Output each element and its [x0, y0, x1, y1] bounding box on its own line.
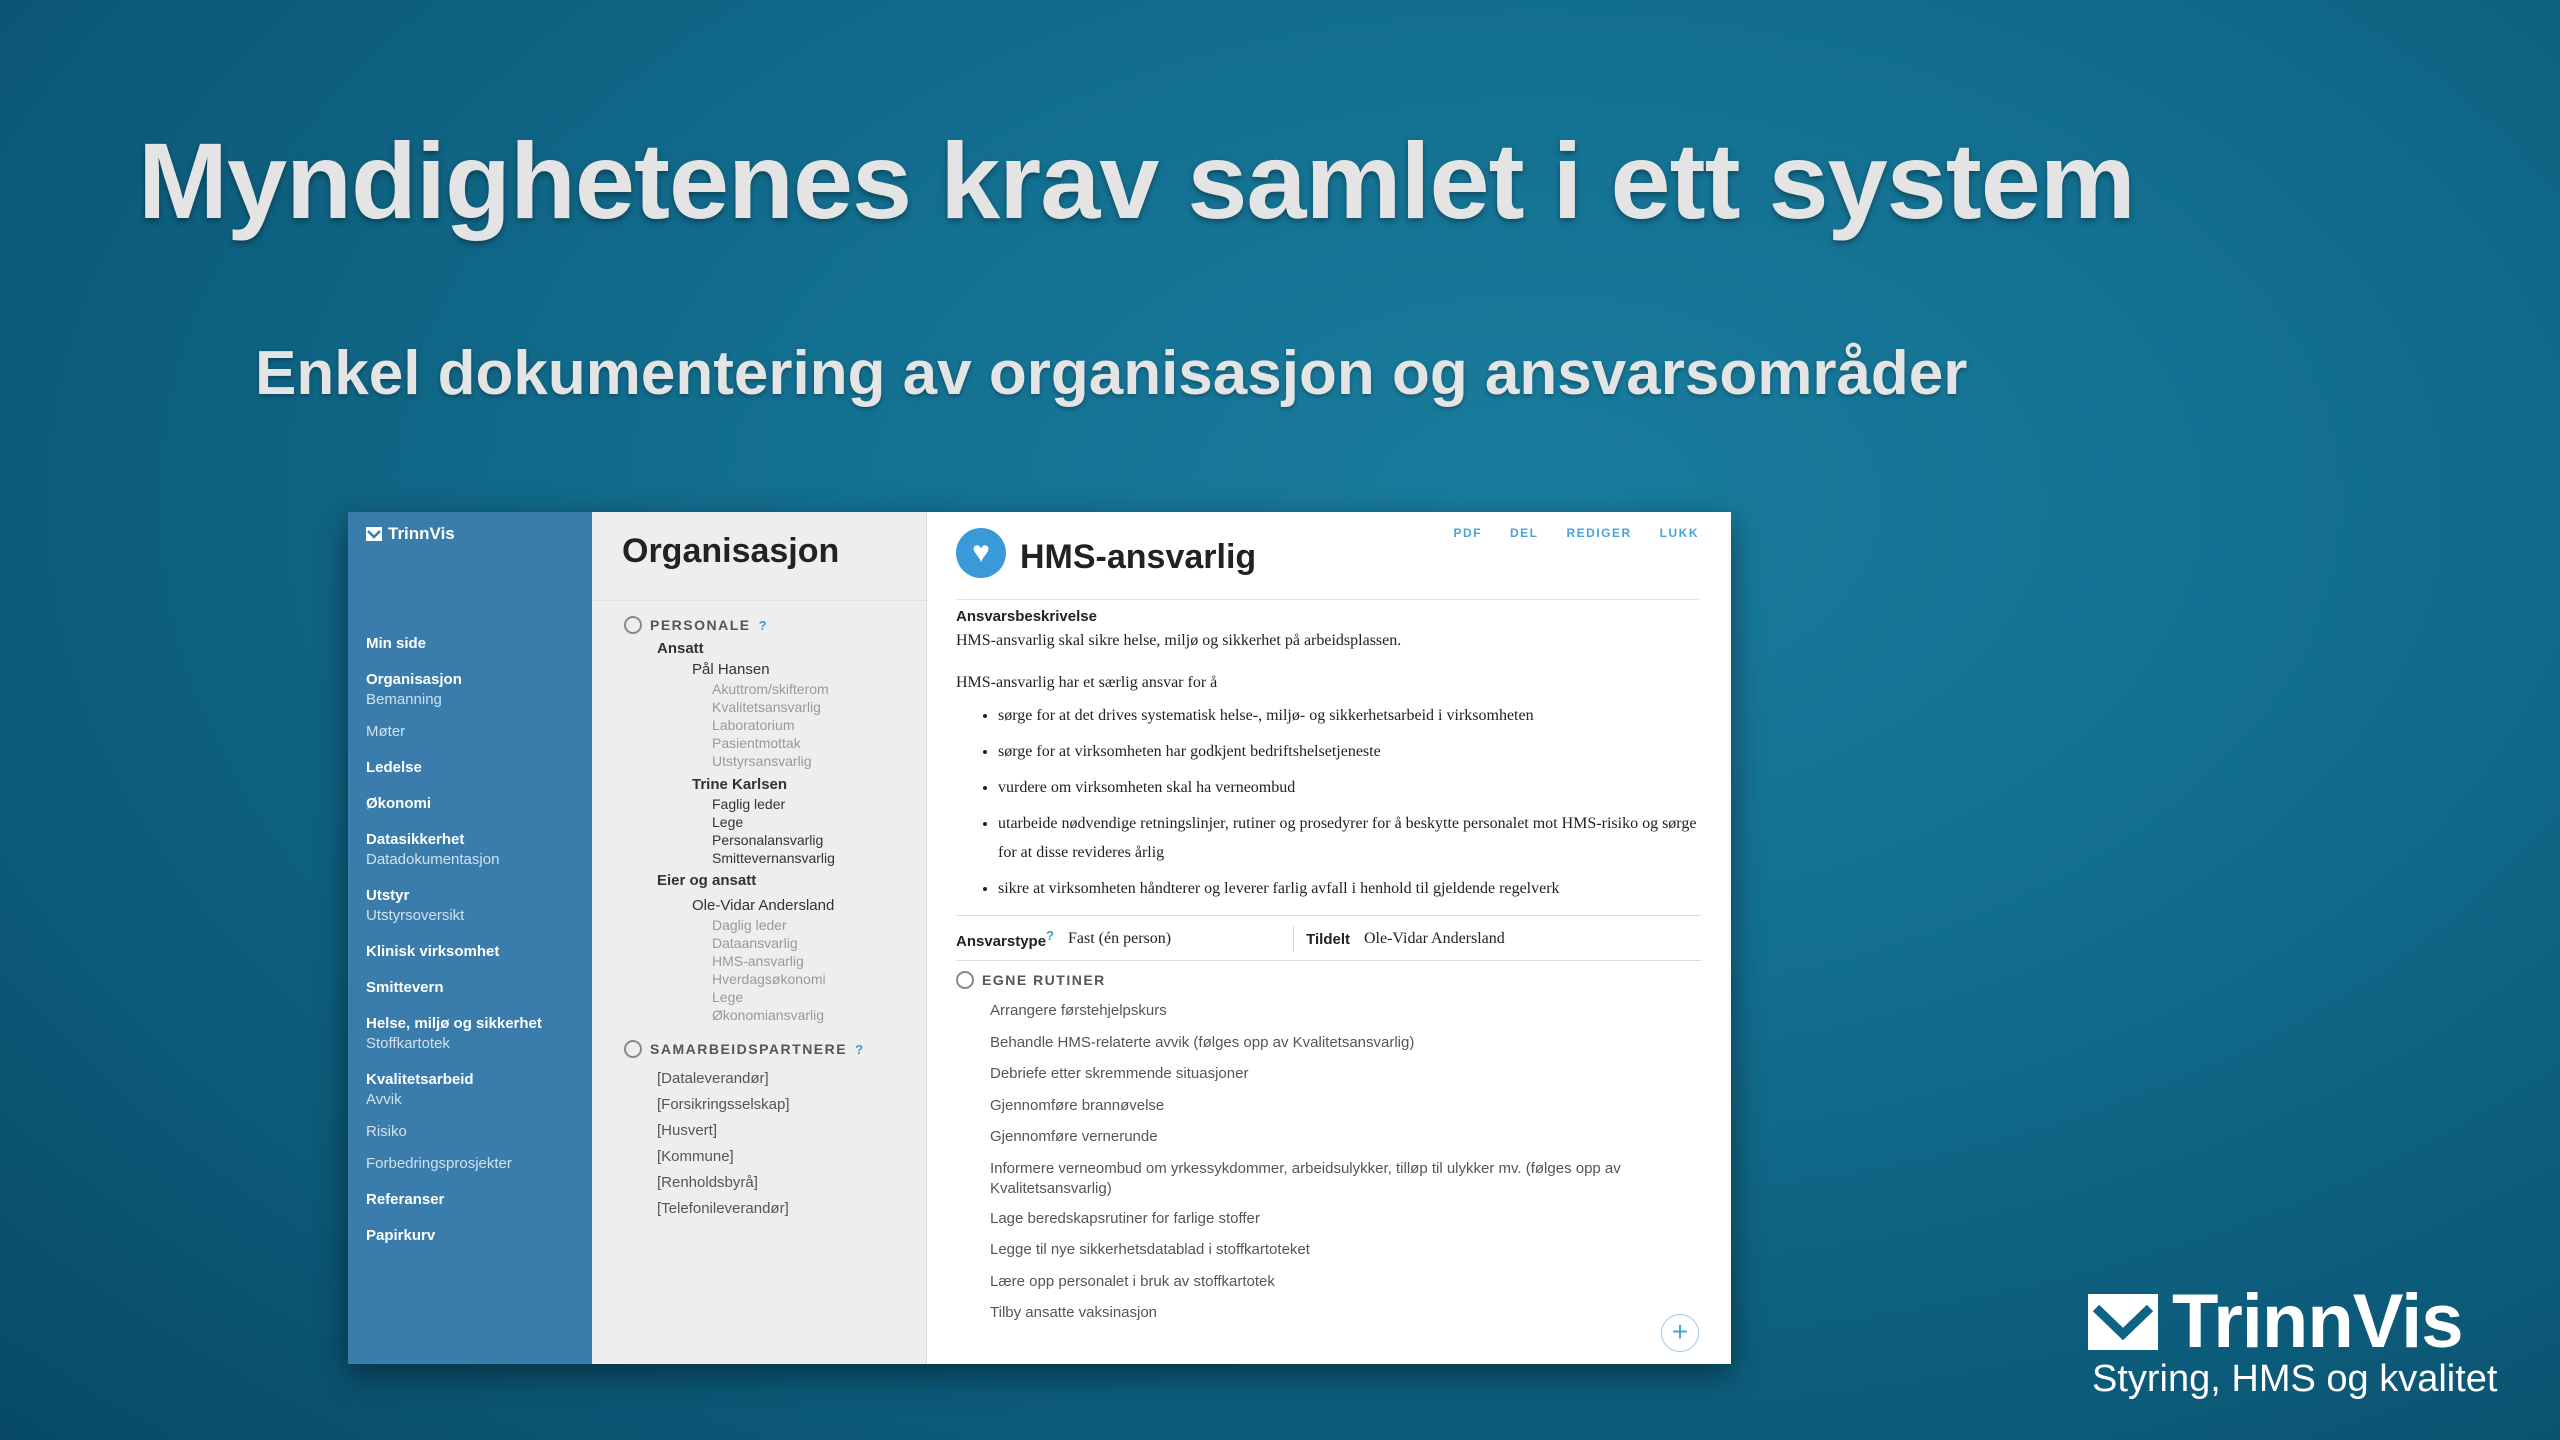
help-icon[interactable]: ? — [758, 617, 767, 633]
tree-item[interactable]: Pål Hansen — [692, 661, 770, 678]
tree-item[interactable]: Ansatt — [657, 640, 704, 657]
tree-item[interactable]: Pasientmottak — [712, 735, 801, 751]
add-button[interactable]: + — [1661, 1314, 1699, 1352]
tree-item[interactable]: Eier og ansatt — [657, 872, 757, 889]
slide-title: Myndighetenes krav samlet i ett system — [138, 120, 2135, 241]
tree-item[interactable]: Lege — [712, 814, 744, 830]
tree-item[interactable]: Smittevernansvarlig — [712, 850, 835, 866]
routine-item[interactable]: Legge til nye sikkerhetsdatablad i stoffkartoteket — [990, 1241, 1310, 1258]
sidebar-item[interactable]: Ledelse — [366, 759, 422, 776]
sidebar-item[interactable]: Møter — [366, 723, 406, 740]
sidebar-brand[interactable] — [366, 524, 455, 544]
partner-item[interactable]: [Telefonileverandør] — [657, 1200, 789, 1217]
detail-actions — [1453, 526, 1699, 540]
trinnvis-logo-icon — [366, 527, 382, 541]
partner-item[interactable]: [Husvert] — [657, 1122, 718, 1139]
sidebar-item[interactable]: Smittevern — [366, 979, 444, 996]
brand-name: TrinnVis — [388, 524, 455, 543]
routine-item[interactable]: Gjennomføre brannøvelse — [990, 1096, 1165, 1114]
footer-tagline: Styring, HMS og kvalitet — [2092, 1358, 2498, 1400]
tree-item[interactable]: Ole-Vidar Andersland — [692, 897, 835, 914]
footer-logo — [2088, 1278, 2462, 1365]
sidebar-item[interactable]: Avvik — [366, 1091, 402, 1108]
personale-header[interactable] — [592, 614, 926, 636]
type-value: Fast (én person) — [1068, 930, 1172, 947]
sidebar-item[interactable]: Stoffkartotek — [366, 1035, 450, 1052]
sidebar-item[interactable]: Min side — [366, 635, 427, 652]
sidebar-item[interactable]: Utstyr — [366, 887, 410, 904]
detail-panel — [926, 512, 1731, 1364]
trinnvis-logo-icon — [2088, 1294, 2158, 1350]
tree-item[interactable]: Økonomiansvarlig — [712, 1007, 825, 1023]
sidebar-item[interactable]: Datadokumentasjon — [366, 851, 500, 868]
sidebar-item[interactable]: Økonomi — [366, 795, 432, 812]
sidebar-item[interactable]: Datasikkerhet — [366, 831, 465, 848]
org-tree — [592, 614, 926, 1222]
help-icon[interactable]: ? — [855, 1041, 864, 1057]
tree-item[interactable]: Daglig leder — [712, 917, 787, 933]
partner-item[interactable]: [Renholdsbyrå] — [657, 1174, 758, 1191]
app-screenshot — [348, 512, 1731, 1364]
slide-subtitle: Enkel dokumentering av organisasjon og ansvarsområder — [255, 339, 1968, 408]
responsibility-item: • vurdere om virksomheten skal ha verneombud — [998, 773, 1701, 802]
responsibility-item: • sikre at virksomheten håndterer og leverer farlig avfall i henhold til gjeldende regelverk — [998, 874, 1701, 903]
responsibility-list — [956, 701, 1701, 903]
description-text: HMS-ansvarlig skal sikre helse, miljø og sikkerhet på arbeidsplassen. — [956, 632, 1402, 649]
tree-item[interactable]: Akuttrom/skifterom — [712, 681, 829, 697]
routines-label: EGNE RUTINER — [982, 972, 1106, 988]
routine-item[interactable]: Gjennomføre vernerunde — [990, 1128, 1158, 1145]
partner-item[interactable]: [Forsikringsselskap] — [657, 1096, 790, 1113]
tree-item[interactable]: Hverdagsøkonomi — [712, 971, 826, 987]
assigned-label: Tildelt — [1306, 930, 1350, 948]
routine-item[interactable]: Debriefe etter skremmende situasjoner — [990, 1065, 1249, 1082]
org-title: Organisasjon — [622, 532, 840, 570]
action-rediger[interactable]: REDIGER — [1566, 526, 1632, 540]
sidebar — [348, 512, 592, 1364]
sidebar-item[interactable]: Forbedringsprosjekter — [366, 1155, 512, 1172]
routine-item[interactable]: Lage beredskapsrutiner for farlige stoffer — [990, 1209, 1260, 1227]
routine-item[interactable]: Lære opp personalet i bruk av stoffkartotek — [990, 1272, 1275, 1290]
responsibility-item: • sørge for at det drives systematisk helse-, miljø- og sikkerhetsarbeid i virksomheten — [998, 701, 1701, 730]
action-del[interactable]: DEL — [1509, 526, 1539, 540]
sidebar-item[interactable]: Referanser — [366, 1191, 445, 1208]
partners-label: SAMARBEIDSPARTNERE — [650, 1041, 848, 1057]
sidebar-nav — [366, 636, 592, 1248]
tree-item[interactable]: Lege — [712, 989, 744, 1005]
detail-content — [956, 608, 1701, 1329]
sidebar-item[interactable]: Utstyrsoversikt — [366, 907, 465, 924]
routine-item[interactable]: Informere verneombud om yrkessykdommer, arbeidsulykker, tilløp til ulykker mv. (følges opp av Kvalitetsansvarlig) — [990, 1159, 1621, 1197]
responsibility-item: • sørge for at virksomheten har godkjent bedriftshelsetjeneste — [998, 737, 1701, 766]
heart-icon: ♥ — [956, 528, 1006, 578]
tree-item[interactable]: Kvalitetsansvarlig — [712, 699, 821, 715]
responsibility-item: • utarbeide nødvendige retningslinjer, rutiner og prosedyrer for å beskytte personalet mot HMS-risiko og sørge for at disse revideres årlig — [998, 809, 1701, 867]
sidebar-item[interactable]: Risiko — [366, 1123, 407, 1140]
routine-item[interactable]: Arrangere førstehjelpskurs — [990, 1002, 1167, 1019]
tree-item[interactable]: Personalansvarlig — [712, 832, 824, 848]
tree-item[interactable]: HMS-ansvarlig — [712, 953, 804, 969]
footer-logo-text: TrinnVis — [2172, 1279, 2463, 1364]
responsibility-fields — [956, 926, 1701, 952]
detail-title: HMS-ansvarlig — [1020, 538, 1257, 576]
routines-list — [956, 995, 1701, 1329]
sidebar-item[interactable]: Helse, miljø og sikkerhet — [366, 1015, 542, 1032]
description-label: Ansvarsbeskrivelse — [956, 608, 1097, 625]
routine-item[interactable]: Tilby ansatte vaksinasjon — [990, 1304, 1158, 1321]
field-divider — [1293, 926, 1294, 952]
type-label: Ansvarstype? — [956, 928, 1054, 950]
routine-item[interactable]: Behandle HMS-relaterte avvik (følges opp av Kvalitetsansvarlig) — [990, 1033, 1415, 1051]
sidebar-item[interactable]: Bemanning — [366, 691, 442, 708]
description-intro: HMS-ansvarlig har et særlig ansvar for å — [956, 674, 1218, 691]
tree-item[interactable]: Trine Karlsen — [692, 776, 788, 793]
partners-header[interactable] — [592, 1038, 926, 1060]
sidebar-item[interactable]: Klinisk virksomhet — [366, 943, 500, 960]
partners-list — [592, 1066, 926, 1222]
assigned-value[interactable]: Ole-Vidar Andersland — [1364, 930, 1505, 947]
personale-label: PERSONALE — [650, 617, 751, 633]
sidebar-item[interactable]: Organisasjon — [366, 671, 462, 688]
help-icon[interactable]: ? — [1046, 928, 1054, 943]
action-lukk[interactable]: LUKK — [1659, 526, 1699, 540]
routines-header — [956, 971, 1701, 989]
partner-item[interactable]: [Dataleverandør] — [657, 1070, 769, 1087]
personale-list — [592, 638, 926, 1024]
tree-item[interactable]: Dataansvarlig — [712, 935, 798, 951]
tree-item[interactable]: Utstyrsansvarlig — [712, 753, 812, 769]
tree-item[interactable]: Laboratorium — [712, 717, 795, 733]
divider — [592, 600, 926, 601]
divider — [956, 960, 1701, 961]
tree-item[interactable]: Faglig leder — [712, 796, 786, 812]
divider — [956, 915, 1701, 916]
partner-item[interactable]: [Kommune] — [657, 1148, 734, 1165]
heart-outline-icon — [956, 971, 974, 989]
sidebar-item[interactable]: Kvalitetsarbeid — [366, 1071, 474, 1088]
organization-panel — [592, 512, 927, 1364]
sidebar-item[interactable]: Papirkurv — [366, 1227, 436, 1244]
people-icon — [624, 616, 642, 634]
action-pdf[interactable]: PDF — [1453, 526, 1482, 540]
partners-icon — [624, 1040, 642, 1058]
divider — [956, 599, 1699, 600]
